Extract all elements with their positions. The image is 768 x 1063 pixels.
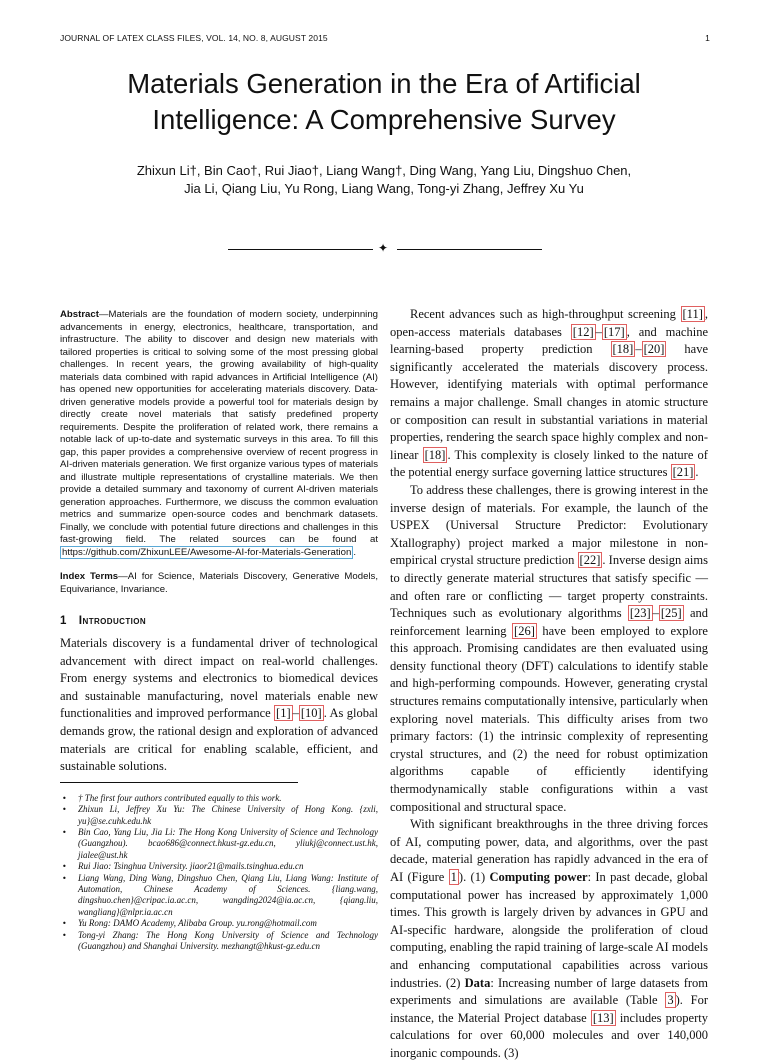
computing-power-label: Computing power xyxy=(489,870,588,884)
bullet-icon: • xyxy=(62,827,67,837)
body-text: ). (1) xyxy=(458,870,490,884)
section-number: 1 xyxy=(60,615,67,627)
running-header xyxy=(60,33,710,43)
index-terms-label: Index Terms xyxy=(60,571,119,582)
body-text: , and machine learning-based property prediction xyxy=(390,324,708,357)
footnote-item xyxy=(60,804,378,827)
divider-line-left xyxy=(228,249,373,250)
footnote-list xyxy=(60,793,378,953)
citation-link[interactable]: [13] xyxy=(592,1010,614,1025)
abstract-end: . xyxy=(353,546,357,558)
abstract-label: Abstract xyxy=(60,309,99,320)
page-number: 1 xyxy=(705,33,710,43)
body-text: . Inverse design aims to directly generate material structures that satisfy specific — and often rare or conflicting — target property constraints. Techniques such as evolutionary algorithms xyxy=(390,553,708,621)
authors-line-2: Jia Li, Qiang Liu, Yu Rong, Liang Wang, Tong-yi Zhang, Jeffrey Xu Yu xyxy=(184,181,584,196)
figure-link[interactable]: 1 xyxy=(450,870,457,884)
citation-link[interactable]: [18] xyxy=(612,342,634,357)
github-link[interactable]: https://github.com/ZhixunLEE/Awesome-AI-for-Materials-Generation xyxy=(62,546,352,558)
footnote-item xyxy=(60,930,378,953)
bullet-icon: • xyxy=(62,862,67,872)
bullet-icon: • xyxy=(62,805,67,815)
body-text: have been employed to explore this approach. Promising candidates are then evaluated using density functional theory (DFT) calculations to identify stable and high-performing compounds. However, generating crystal structures remains computationally intensive, particularly when exploring novel materials. This difficulty arises from two primary factors: (1) the intrinsic complexity of representing crystal structures, and (2) the need for robust optimization algorithms capable of efficiently identifying thermodynamically stable configurations within a vast compositional and structural space. xyxy=(390,623,708,814)
citation-dash: – xyxy=(292,706,299,721)
footnote-item xyxy=(60,793,378,804)
citation-link[interactable]: [11] xyxy=(682,307,703,321)
body-text: To address these challenges, there is growing interest in the inverse design of materials. For example, the launch of the USPEX (Universal Structure Predictor: Evolutionary Xtallography) project marked a major milestone in non-empirical crystal structure prediction xyxy=(390,482,708,568)
citation-link[interactable]: [23] xyxy=(629,606,651,621)
footnote-item xyxy=(60,827,378,861)
body-text: : In past decade, global computational power has increased by approximately 1,000 times. This growth is largely driven by advances in GPU and AI-specific hardware, alongside the proliferation of cloud computing, enabling the rapid training of large-scale AI models and enhancing computational capabilities across various industries. (2) xyxy=(390,870,708,990)
citation-link[interactable]: [1] xyxy=(276,706,291,721)
left-column xyxy=(60,309,378,952)
footnote-text: Bin Cao, Yang Liu, Jia Li: The Hong Kong University of Science and Technology (Guangzhou). bcao686@connect.hkust-gz.edu.cn, yliukj@connect.ust.hk, jialee@ust.hk xyxy=(78,826,378,860)
index-terms xyxy=(60,571,378,596)
abstract-text: —Materials are the foundation of modern society, underpinning advancements in energy, electronics, healthcare, transportation, and infrastructure. The ability to discover and design new materials with tailored properties is critical to solving some of the most pressing global challenges. In recent years, the growing availability of high-quality materials data combined with rapid advances in Artificial Intelligence (AI) has opened new opportunities for accelerating materials discovery. Data-driven generative models provide a powerful tool for materials design by directly create novel materials that satisfy predefined property requirements. Despite the proliferation of related work, there remains a notable lack of up-to-date and systematic surveys in this area. To fill this gap, this paper provides a comprehensive overview of recent progress in AI-driven materials generation. We first organize various types of materials and illustrate multiple representations of crystalline materials. We then provide a detailed summary and taxonomy of current AI-driven materials generation approaches. Furthermore, we discuss the common evaluation metrics and summarize open-source codes and benchmark datasets. Finally, we conclude with potential future directions and challenges in this fast-growing field. The related sources can be found at xyxy=(60,309,378,545)
citation-link[interactable]: [21] xyxy=(672,465,694,480)
journal-name: JOURNAL OF LATEX CLASS FILES, VOL. 14, NO. 8, AUGUST 2015 xyxy=(60,33,328,43)
section-heading-introduction xyxy=(60,613,378,627)
abstract xyxy=(60,309,378,559)
body-paragraph-2: To address these challenges, there is growing interest in the inverse design of materials. For example, the launch of the USPEX (Universal Structure Predictor: Evolutionary Xtallography) project marked a major milestone in non-empirical crystal structure prediction [22] . Inverse design aims to directly generate material structures that satisfy specific — and often rare or conflicting — target property constraints. Techniques such as evolutionary algorithms [23] – [25] and reinforcement learning [26] have been employed to explore this approach. Promising candidates are then evaluated using density functional theory (DFT) calculations to identify stable and high-performing compounds. However, generating crystal structures remains computationally intensive, particularly when exploring novel materials. This difficulty arises from two primary factors: (1) the intrinsic complexity of representing crystal structures, and (2) the need for robust optimization algorithms capable of efficiently identifying thermodynamically stable configurations within a vast compositional and structural space. xyxy=(390,482,708,814)
author-list xyxy=(60,162,708,198)
table-link[interactable]: 3 xyxy=(667,993,674,1008)
divider-line-right xyxy=(397,249,542,250)
bullet-icon: • xyxy=(62,930,67,940)
footnote-item xyxy=(60,918,378,929)
title-line-1: Materials Generation in the Era of Artificial xyxy=(127,68,641,99)
body-text: : Increasing number of large datasets from experiments and simulations are available (Table xyxy=(390,975,709,1008)
body-text: , open-access materials databases xyxy=(390,307,708,339)
intro-paragraph xyxy=(60,635,378,776)
body-text: With significant breakthroughs in the three driving forces of AI, computing power, data, and algorithms, over the past decade, material generation has rapidly advanced in the era of AI (Figure xyxy=(390,817,708,884)
footnote-text: Rui Jiao: Tsinghua University. jiaor21@mails.tsinghua.edu.cn xyxy=(78,861,304,872)
paper-title xyxy=(60,66,708,138)
body-text: includes property calculations for over 60,000 molecules and over 140,000 inorganic compounds. (3) xyxy=(390,1010,708,1060)
bullet-icon: • xyxy=(62,793,67,803)
footnote-text: Yu Rong: DAMO Academy, Alibaba Group. yu.rong@hotmail.com xyxy=(78,918,317,929)
body-text: and reinforcement learning xyxy=(390,606,708,638)
data-label: Data xyxy=(464,975,491,990)
citation-link[interactable]: [22] xyxy=(579,553,601,568)
body-text: . This complexity is closely linked to the nature of the potential energy surface governing lattice structures xyxy=(390,447,708,480)
footnote-item xyxy=(60,861,378,872)
body-text: have significantly accelerated the materials discovery process. However, identifying materials with optimal performance remains a major challenge. Small changes in atomic structure or composition can result in substantial variations in material properties, rendering the search space highly complex and non-linear xyxy=(390,342,708,462)
citation-link[interactable]: [17] xyxy=(603,324,625,339)
body-text: . xyxy=(695,465,699,480)
bullet-icon: • xyxy=(62,873,67,883)
intro-text-a: Materials discovery is a fundamental driver of technological advancement with direct impact on real-world challenges. From energy systems and electronics to biomedical devices and sustainable manufacturing, novel materials enable new functionalities and improved performance xyxy=(60,636,378,721)
footnote-text: † The first four authors contributed equally to this work. xyxy=(78,792,282,803)
citation-link[interactable]: [18] xyxy=(424,447,446,462)
footnote-text: Zhixun Li, Jeffrey Xu Yu: The Chinese University of Hong Kong. {zxli, yu}@se.cuhk.edu.hk xyxy=(78,804,378,826)
section-title: Introduction xyxy=(78,613,147,627)
citation-link[interactable]: [26] xyxy=(514,623,535,638)
body-text: ). For instance, the Material Project database xyxy=(390,993,708,1025)
footnote-rule xyxy=(60,782,298,783)
diamond-ornament-icon: ✦ xyxy=(378,241,389,255)
title-line-2: Intelligence: A Comprehensive Survey xyxy=(152,104,616,135)
authors-line-1: Zhixun Li†, Bin Cao†, Rui Jiao†, Liang Wang†, Ding Wang, Yang Liu, Dingshuo Chen, xyxy=(136,163,632,178)
footnote-text: Liang Wang, Ding Wang, Dingshuo Chen, Qiang Liu, Liang Wang: Institute of Automation, Chinese Academy of Sciences. {liang.wang, dingshuo.chen}@cripac.ia.ac.cn, wangding2024@ia.ac.cn, {qiang.liu, wangliang}@nlpr.ia.ac.cn xyxy=(78,872,378,917)
footnote-item xyxy=(60,873,378,919)
index-terms-text: —AI for Science, Materials Discovery, Generative Models, Equivariance, Invariance. xyxy=(60,571,378,595)
intro-text-b: . As global demands grow, the rational design and exploration of advanced materials are critical for enabling scalable, efficient, and sustainable solutions. xyxy=(60,706,378,774)
bullet-icon: • xyxy=(62,919,67,929)
citation-link[interactable]: [12] xyxy=(572,324,594,339)
body-paragraph-1: Recent advances such as high-throughput screening [11] , open-access materials databases [12] – [17] , and machine learning-based property prediction [18] – [20] have significantly accelerated the materials discovery process. However, identifying materials with optimal performance remains a major challenge. Small changes in atomic structure or composition can result in substantial variations in material properties, rendering the search space highly complex and non-linear [18] . This complexity is closely linked to the nature of the potential energy surface governing lattice structures [21] . xyxy=(390,307,708,480)
title-divider xyxy=(228,242,542,256)
citation-link[interactable]: [10] xyxy=(300,706,322,721)
citation-link[interactable]: [20] xyxy=(643,342,665,357)
right-column xyxy=(390,306,708,1063)
body-text: Recent advances such as high-throughput screening xyxy=(410,307,681,321)
footnote-text: Tong-yi Zhang: The Hong Kong University of Science and Technology (Guangzhou) and Shanghai University. mezhangt@hkust-gz.edu.cn xyxy=(78,929,378,952)
body-paragraph-3 xyxy=(390,816,708,1062)
citation-link[interactable]: [25] xyxy=(660,606,682,621)
